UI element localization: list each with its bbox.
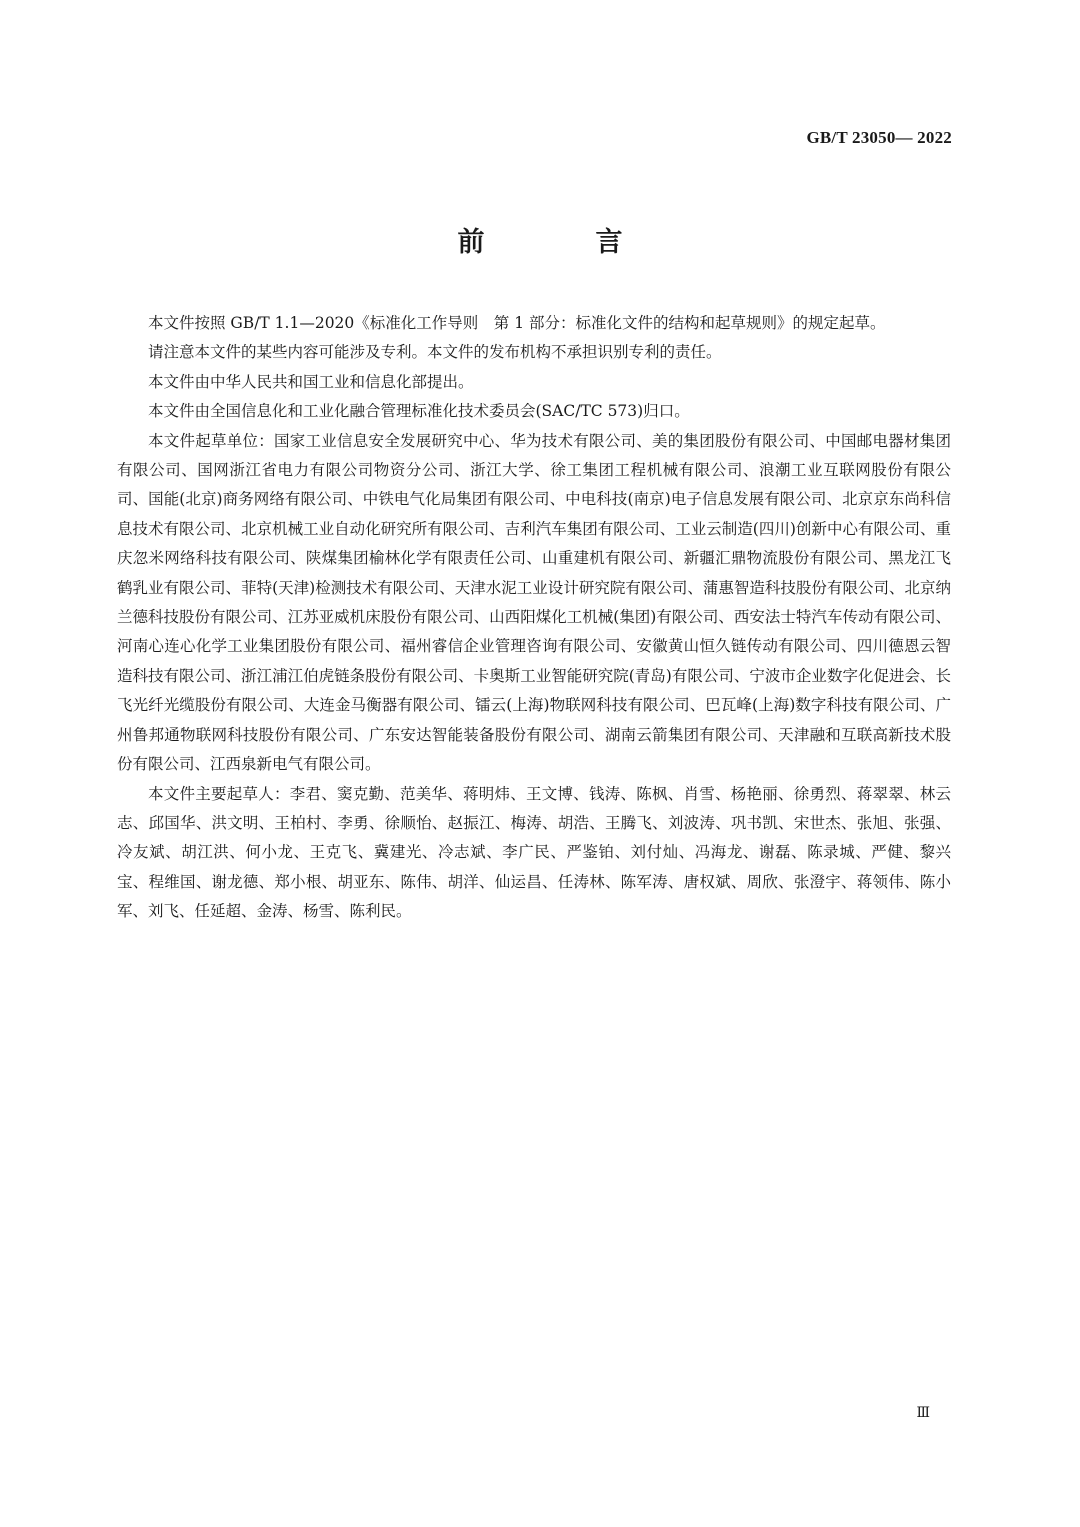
paragraph-drafting-rules: 本文件按照 GB/T 1.1—2020《标准化工作导则 第 1 部分：标准化文件的结构和起草规则》的规定起草。 (148, 314, 886, 332)
paragraph-proposed-by: 本文件由中华人民共和国工业和信息化部提出。 (148, 372, 474, 391)
standard-number: GB/T 23050— 2022 (806, 128, 952, 147)
paragraph-patent-notice: 请注意本文件的某些内容可能涉及专利。本文件的发布机构不承担识别专利的责任。 (148, 343, 722, 362)
paragraph-under-jurisdiction: 本文件由全国信息化和工业化融合管理标准化技术委员会(SAC/TC 573)归口。 (148, 402, 690, 421)
document-body (117, 309, 951, 927)
paragraph-main-drafters: 本文件主要起草人：李君、窦克勤、范美华、蒋明炜、王文博、钱涛、陈枫、肖雪、杨艳丽、徐勇烈、蒋翠翠、林云志、邱国华、洪文明、王柏村、李勇、徐顺怡、赵振江、梅涛、胡浩、王腾飞、刘波涛、巩书凯、宋世杰、张旭、张强、冷友斌、胡江洪、何小龙、王克飞、冀建光、冷志斌、李广民、严鉴铂、刘付灿、冯海龙、谢磊、陈录城、严健、黎兴宝、程维国、谢龙德、郑小根、胡亚东、陈伟、胡洋、仙运昌、任涛林、陈军涛、唐权斌、周欣、张澄宇、蒋领伟、陈小军、刘飞、任延超、金涛、杨雪、陈利民。 (117, 784, 951, 921)
paragraph-drafting-organizations: 本文件起草单位：国家工业信息安全发展研究中心、华为技术有限公司、美的集团股份有限公司、中国邮电器材集团有限公司、国网浙江省电力有限公司物资分公司、浙江大学、徐工集团工程机械有限公司、浪潮工业互联网股份有限公司、国能(北京)商务网络有限公司、中铁电气化局集团有限公司、中电科技(南京)电子信息发展有限公司、北京京东尚科信息技术有限公司、北京机械工业自动化研究所有限公司、吉利汽车集团有限公司、工业云制造(四川)创新中心有限公司、重庆忽米网络科技有限公司、陕煤集团榆林化学有限责任公司、山重建机有限公司、新疆汇鼎物流股份有限公司、黑龙江飞鹤乳业有限公司、菲特(天津)检测技术有限公司、天津水泥工业设计研究院有限公司、蒲惠智造科技股份有限公司、北京纳兰德科技股份有限公司、江苏亚威机床股份有限公司、山西阳煤化工机械(集团)有限公司、西安法士特汽车传动有限公司、河南心连心化学工业集团股份有限公司、福州睿信企业管理咨询有限公司、安徽黄山恒久链传动有限公司、四川德恩云智造科技有限公司、浙江浦江伯虎链条股份有限公司、卡奥斯工业智能研究院(青岛)有限公司、宁波市企业数字化促进会、长飞光纤光缆股份有限公司、大连金马衡器有限公司、镭云(上海)物联网科技有限公司、巴瓦峰(上海)数字科技有限公司、广州鲁邦通物联网科技股份有限公司、广东安达智能装备股份有限公司、湖南云箭集团有限公司、天津融和互联高新技术股份有限公司、江西泉新电气有限公司。 (117, 431, 951, 774)
page-number: Ⅲ (916, 1406, 930, 1421)
page-title: 前 言 (457, 227, 665, 258)
